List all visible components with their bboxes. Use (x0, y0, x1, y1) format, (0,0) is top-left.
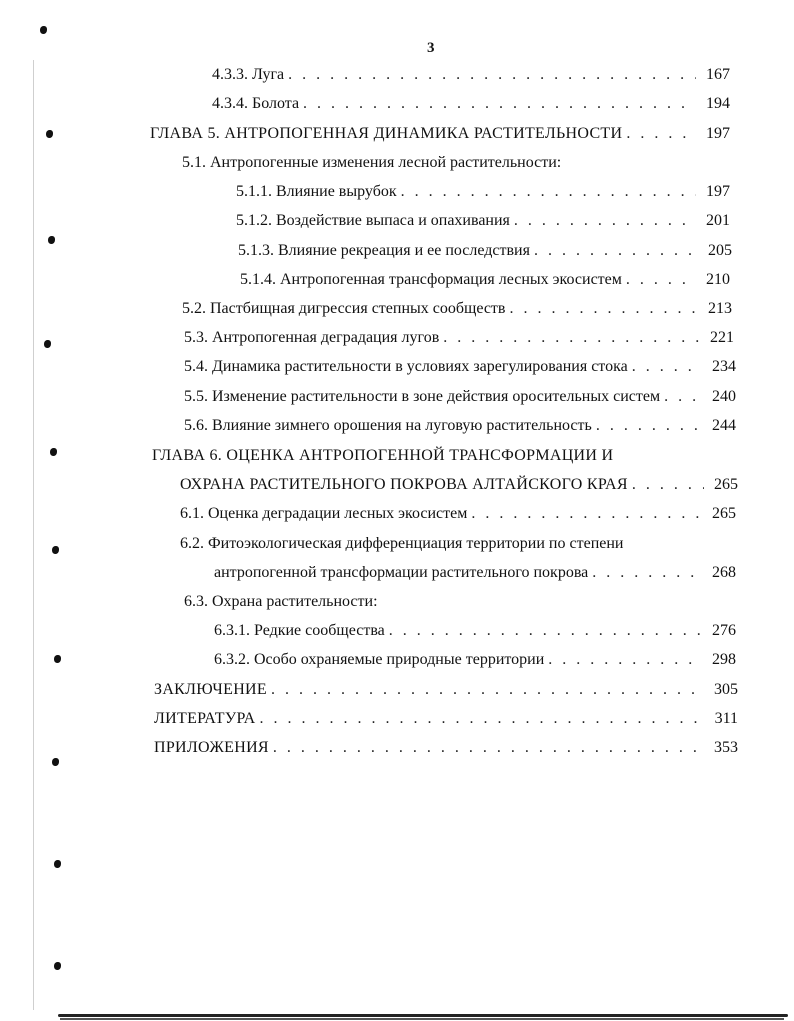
toc-chapter[interactable] (154, 708, 738, 730)
dot-leader (626, 123, 696, 145)
toc-entry-label: антропогенной трансформации растительного покрова (214, 564, 589, 581)
toc-entry-page: 311 (714, 710, 738, 727)
dot-leader (401, 181, 696, 203)
toc-entry-label: 6.3.1. Редкие сообщества (214, 622, 385, 639)
punch-hole-mark (52, 546, 59, 554)
toc-entry[interactable] (184, 415, 736, 437)
punch-hole-mark (40, 26, 47, 34)
toc-entry-label: ПРИЛОЖЕНИЯ (154, 739, 269, 756)
dot-leader (471, 503, 702, 525)
toc-chapter-continuation[interactable] (180, 474, 738, 496)
page-number: 3 (427, 40, 435, 56)
toc-chapter[interactable] (154, 737, 738, 759)
toc-entry[interactable] (240, 269, 730, 291)
dot-leader (592, 562, 702, 584)
toc-entry-label: 5.2. Пастбищная дигрессия степных сообществ (182, 300, 506, 317)
dot-leader (389, 620, 702, 642)
toc-entry[interactable] (184, 356, 736, 378)
punch-hole-mark (48, 236, 55, 244)
toc-entry-page: 210 (706, 271, 730, 288)
toc-entry-label: 5.4. Динамика растительности в условиях зарегулирования стока (184, 358, 628, 375)
toc-entry-label: ГЛАВА 6. ОЦЕНКА АНТРОПОГЕННОЙ ТРАНСФОРМАЦИИ И (152, 447, 614, 464)
dot-leader (271, 679, 704, 701)
toc-chapter[interactable] (154, 679, 738, 701)
toc-chapter[interactable] (150, 123, 730, 145)
punch-hole-mark (54, 860, 61, 868)
toc-entry-label: 5.3. Антропогенная деградация лугов (184, 329, 440, 346)
dot-leader (303, 93, 696, 115)
toc-entry[interactable] (212, 93, 730, 115)
toc-entry[interactable] (184, 386, 736, 408)
toc-entry-page: 197 (706, 125, 730, 142)
toc-chapter[interactable] (152, 445, 736, 467)
toc-entry-page: 205 (708, 242, 732, 259)
toc-entry-label: 6.3.2. Особо охраняемые природные территории (214, 651, 545, 668)
punch-hole-mark (54, 962, 61, 970)
toc-entry-label: 6.3. Охрана растительности: (184, 593, 378, 610)
toc-entry-page: 298 (712, 651, 736, 668)
toc-entry-page: 213 (708, 300, 732, 317)
toc-entry-label: 6.1. Оценка деградации лесных экосистем (180, 505, 468, 522)
toc-entry-page: 305 (714, 681, 738, 698)
dot-leader (509, 298, 698, 320)
toc-entry-label: 5.1.4. Антропогенная трансформация лесных экосистем (240, 271, 622, 288)
toc-entry-label: 5.6. Влияние зимнего орошения на луговую растительность (184, 417, 592, 434)
toc-entry-page: 197 (706, 183, 730, 200)
toc-entry[interactable] (182, 298, 732, 320)
dot-leader (626, 269, 696, 291)
toc-entry[interactable] (214, 620, 736, 642)
toc-entry-label: 5.1.2. Воздействие выпаса и опахивания (236, 212, 510, 229)
toc-entry[interactable] (238, 240, 732, 262)
dot-leader (259, 708, 704, 730)
dot-leader (534, 240, 698, 262)
dot-leader (514, 210, 696, 232)
dot-leader (632, 356, 702, 378)
toc-entry-label: 5.5. Изменение растительности в зоне действия оросительных систем (184, 388, 661, 405)
toc-entry-label: 5.1. Антропогенные изменения лесной растительности: (182, 154, 562, 171)
toc-entry-page: 265 (712, 505, 736, 522)
toc-section-heading[interactable] (184, 591, 736, 613)
dot-leader (632, 474, 704, 496)
dot-leader (596, 415, 702, 437)
toc-entry-page: 221 (710, 329, 734, 346)
dot-leader (664, 386, 702, 408)
toc-entry-label: 4.3.4. Болота (212, 95, 300, 112)
toc-entry[interactable] (236, 210, 730, 232)
toc-entry-page: 276 (712, 622, 736, 639)
toc-entry[interactable] (184, 327, 734, 349)
dot-leader (273, 737, 704, 759)
toc-entry-label: 6.2. Фитоэкологическая дифференциация территории по степени (180, 535, 624, 552)
toc-entry[interactable] (236, 181, 730, 203)
scan-bottom-edge (60, 1018, 784, 1020)
dot-leader (443, 327, 700, 349)
toc-section-heading[interactable] (182, 152, 730, 174)
toc-entry[interactable] (212, 64, 730, 86)
toc-entry[interactable] (180, 503, 736, 525)
toc-entry-label: ОХРАНА РАСТИТЕЛЬНОГО ПОКРОВА АЛТАЙСКОГО КРАЯ (180, 476, 628, 493)
scan-bottom-edge (58, 1014, 788, 1017)
punch-hole-mark (44, 340, 51, 348)
dot-leader (288, 64, 696, 86)
dot-leader (548, 649, 702, 671)
toc-entry[interactable] (180, 533, 736, 555)
toc-entry-page: 167 (706, 66, 730, 83)
toc-entry-page: 240 (712, 388, 736, 405)
toc-entry-label: ЗАКЛЮЧЕНИЕ (154, 681, 267, 698)
toc-entry-page: 268 (712, 564, 736, 581)
toc-entry-label: 5.1.1. Влияние вырубок (236, 183, 397, 200)
toc-entry-label: 4.3.3. Луга (212, 66, 285, 83)
punch-hole-mark (50, 448, 57, 456)
toc-entry-page: 201 (706, 212, 730, 229)
toc-entry-page: 244 (712, 417, 736, 434)
toc-entry-label: ЛИТЕРАТУРА (154, 710, 256, 727)
punch-hole-mark (54, 655, 61, 663)
toc-entry-label: ГЛАВА 5. АНТРОПОГЕННАЯ ДИНАМИКА РАСТИТЕЛЬНОСТИ (150, 125, 623, 142)
toc-entry[interactable] (214, 649, 736, 671)
toc-entry-page: 194 (706, 95, 730, 112)
toc-entry-page: 234 (712, 358, 736, 375)
punch-hole-mark (52, 758, 59, 766)
toc-entry-continuation[interactable] (214, 562, 736, 584)
toc-entry-page: 353 (714, 739, 738, 756)
toc-entry-page: 265 (714, 476, 738, 493)
punch-hole-mark (46, 130, 53, 138)
toc-entry-label: 5.1.3. Влияние рекреация и ее последствия (238, 242, 530, 259)
scan-margin-line (33, 60, 34, 1010)
